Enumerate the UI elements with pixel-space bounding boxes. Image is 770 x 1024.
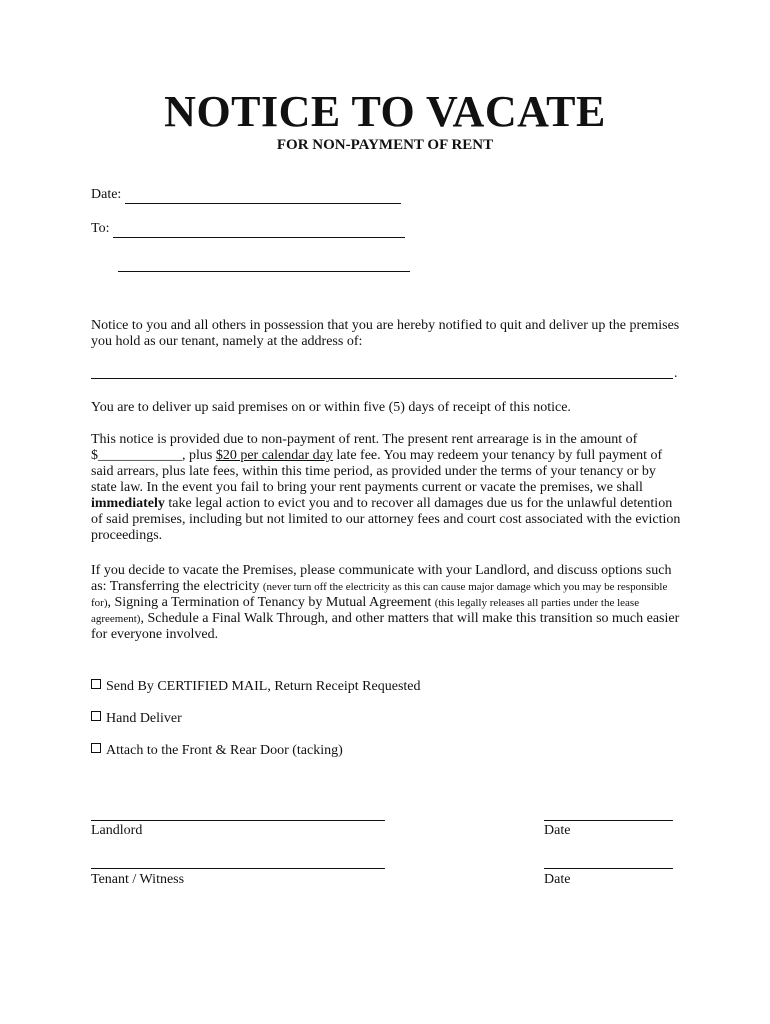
landlord-label: Landlord: [91, 823, 143, 838]
arrearage-text-d: take legal action to evict you and to recover all damages due us for the unlawful detention of said premises, including but not limited to our attorney fees and court cost associated with the eviction proceedings.: [91, 496, 681, 543]
document-title: NOTICE TO VACATE: [164, 87, 606, 136]
document-subtitle: FOR NON-PAYMENT OF RENT: [276, 137, 494, 153]
arrearage-text-a: This notice is provided due to non-payment of rent. The present rent arrearage is in the amount of $: [91, 432, 638, 463]
arrearage-text-c: late fee. You may redeem your tenancy by full payment of said arrears, plus late fees, within this time period, as provided under the terms of your tenancy or by state law. In the event you fail to bring your rent payments current or vacate the premises, we shall: [91, 448, 663, 495]
deadline-paragraph: You are to deliver up said premises on or within five (5) days of receipt of this notice.: [91, 400, 571, 415]
late-fee-text: $20 per calendar day: [215, 448, 333, 463]
to-blank-2[interactable]: [118, 257, 410, 272]
address-period: .: [674, 366, 678, 381]
delivery-option-label: Attach to the Front & Rear Door (tacking): [106, 743, 343, 758]
checkbox-icon[interactable]: [91, 743, 101, 753]
to-second-row: [118, 254, 410, 272]
landlord-signature-line[interactable]: [91, 820, 385, 821]
notice-paragraph: Notice to you and all others in possession that you are hereby notified to quit and deliver up the premises you hold as our tenant, namely at the address of:: [91, 318, 680, 349]
date-field-row: [91, 186, 401, 204]
delivery-option-certified[interactable]: [91, 678, 421, 696]
address-blank[interactable]: [91, 364, 673, 379]
arrearage-text-b: , plus: [182, 448, 216, 463]
options-text-a: If you decide to vacate the Premises, please communicate with your Landlord, and discuss options such as: Transferring the electricity: [91, 563, 672, 594]
to-blank[interactable]: [113, 223, 405, 238]
tenant-date-label: Date: [544, 872, 571, 887]
delivery-option-label: Send By CERTIFIED MAIL, Return Receipt Requested: [106, 679, 421, 694]
options-text-c: , Schedule a Final Walk Through, and other matters that will make this transition so much easier for everyone involved.: [91, 611, 680, 642]
checkbox-icon[interactable]: [91, 679, 101, 689]
landlord-date-line[interactable]: [544, 820, 673, 821]
landlord-date-label: Date: [544, 823, 571, 838]
electricity-note: (never turn off the electricity as this can cause major damage which you may be responsible for): [91, 581, 668, 609]
arrearage-paragraph: [91, 432, 681, 544]
tenant-date-line[interactable]: [544, 868, 673, 869]
to-field-row: [91, 220, 405, 238]
tenant-signature-line[interactable]: [91, 868, 385, 869]
termination-note: (this legally releases all parties under the lease agreement): [91, 597, 640, 625]
date-blank[interactable]: [125, 189, 401, 204]
delivery-option-tacking[interactable]: [91, 742, 343, 760]
delivery-option-label: Hand Deliver: [106, 711, 182, 726]
arrearage-amount-blank[interactable]: ____________: [98, 448, 182, 463]
immediately-text: immediately: [91, 496, 165, 511]
vacate-options-paragraph: [91, 563, 681, 643]
options-text-b: , Signing a Termination of Tenancy by Mutual Agreement: [107, 595, 435, 610]
tenant-label: Tenant / Witness: [91, 872, 185, 887]
date-label: Date:: [91, 187, 122, 202]
delivery-option-hand[interactable]: [91, 710, 182, 728]
to-label: To:: [91, 221, 110, 236]
checkbox-icon[interactable]: [91, 711, 101, 721]
